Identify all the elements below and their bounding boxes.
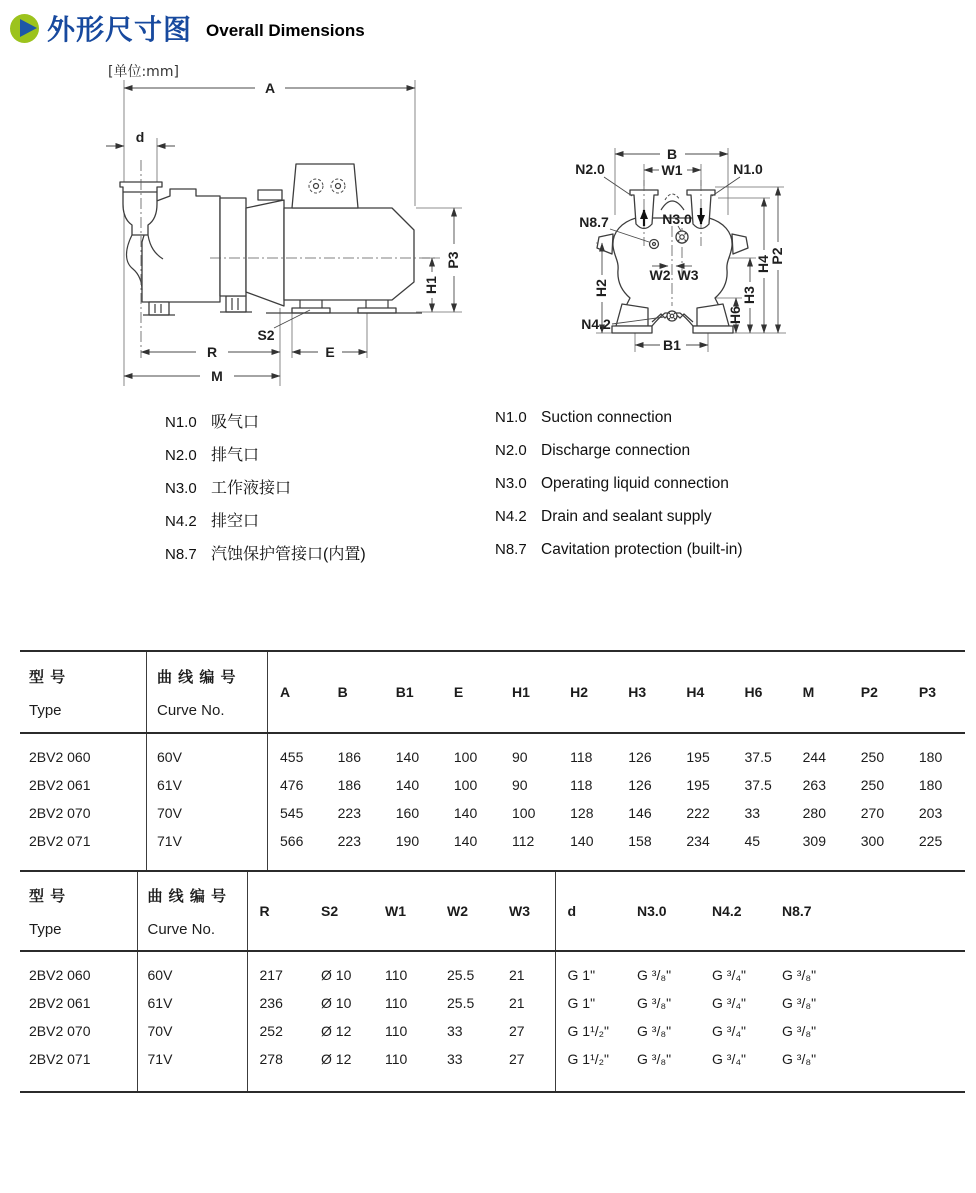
table-row [20, 827, 965, 855]
type-header-en: Type [29, 701, 62, 719]
value-cell: G ³/₈" [637, 1051, 672, 1067]
value-cell: 110 [385, 1051, 408, 1067]
value-cell: 37.5 [744, 749, 772, 765]
label-n4-2: N4.2 [581, 316, 611, 332]
legend-label: Discharge connection [541, 442, 691, 459]
dim-label-h1: H1 [423, 276, 439, 294]
curve-header-zh: 曲 线 编 号 [147, 887, 228, 905]
dim-label-p2: P2 [769, 247, 785, 265]
dimension-tables [20, 650, 965, 1093]
value-cell: 195 [686, 777, 710, 793]
curve-cell: 70V [147, 799, 268, 827]
spacer-row [20, 855, 965, 870]
value-cell: 252 [259, 1023, 283, 1039]
value-cell: 476 [280, 777, 304, 793]
value-cell: 225 [918, 833, 943, 849]
legend-label: Cavitation protection (built-in) [541, 541, 743, 558]
type-cell: 2BV2 061 [20, 771, 147, 799]
legend-code: N8.7 [165, 546, 197, 563]
type-cell: 2BV2 070 [20, 799, 147, 827]
value-cell: 160 [395, 805, 420, 821]
curve-header-cell [137, 871, 247, 951]
label-n8-7: N8.7 [579, 214, 609, 230]
value-cell: 90 [512, 777, 528, 793]
value-cell: 236 [259, 995, 283, 1011]
value-cell: G ³/₄" [712, 1051, 747, 1067]
value-cell: Ø 10 [321, 967, 352, 983]
label-n2-0: N2.0 [575, 161, 605, 177]
table-row [20, 1017, 965, 1045]
dim-label-r: R [206, 344, 218, 360]
dimension-table-1 [20, 650, 965, 870]
value-cell: 263 [802, 777, 826, 793]
bullet-icon [10, 14, 39, 43]
curve-header-cell [147, 651, 268, 733]
value-cell: G ³/₈" [782, 995, 817, 1011]
type-header-en: Type [29, 920, 62, 938]
value-cell: 217 [259, 967, 283, 983]
column-header: W2 [435, 871, 497, 951]
play-triangle-icon [20, 19, 37, 37]
table-header-row [20, 651, 965, 733]
value-cell: 234 [686, 833, 710, 849]
legend-item [495, 475, 743, 508]
value-cell: 126 [628, 777, 652, 793]
legend-code: N3.0 [165, 480, 197, 497]
legend-english [495, 409, 743, 574]
column-header: R [247, 871, 309, 951]
value-cell: 158 [628, 833, 652, 849]
table-header-row [20, 871, 965, 951]
curve-cell: 71V [147, 827, 268, 855]
column-header: W1 [373, 871, 435, 951]
column-header: N4.2 [700, 871, 770, 951]
table-row [20, 1045, 965, 1073]
value-cell: 110 [385, 1023, 408, 1039]
value-cell: 118 [570, 749, 593, 765]
legend-item [165, 508, 366, 541]
legend-label: 吸气口 [211, 414, 260, 431]
value-cell: 100 [512, 805, 536, 821]
table-row [20, 951, 965, 989]
dim-label-b1: B1 [663, 337, 681, 353]
type-header-cell [20, 651, 147, 733]
legend-item [495, 409, 743, 442]
value-cell: 90 [512, 749, 528, 765]
curve-cell: 61V [147, 771, 268, 799]
value-cell: 140 [395, 749, 420, 765]
value-cell: Ø 12 [321, 1023, 352, 1039]
dim-label-b: B [666, 146, 678, 162]
value-cell: 278 [259, 1051, 283, 1067]
legend-label: 汽蚀保护管接口(内置) [211, 546, 366, 563]
column-header: H2 [558, 651, 616, 733]
curve-cell: 60V [147, 733, 268, 771]
value-cell: G ³/₄" [712, 995, 747, 1011]
dim-label-m: M [211, 368, 223, 384]
value-cell: 146 [628, 805, 652, 821]
curve-header-zh: 曲 线 编 号 [157, 668, 237, 686]
curve-cell: 70V [137, 1017, 247, 1045]
column-header: P2 [849, 651, 907, 733]
type-cell: 2BV2 060 [20, 733, 147, 771]
value-cell: 100 [453, 777, 478, 793]
value-cell: 25.5 [447, 967, 475, 983]
legend-code: N1.0 [495, 409, 527, 426]
curve-cell: 61V [137, 989, 247, 1017]
legend-item [495, 442, 743, 475]
value-cell: 140 [395, 777, 420, 793]
value-cell: 126 [628, 749, 652, 765]
legend-item [165, 475, 366, 508]
table-row [20, 799, 965, 827]
value-cell: 250 [860, 777, 885, 793]
legend-label: 排空口 [211, 513, 260, 530]
column-header: E [442, 651, 500, 733]
dim-label-w3: W3 [677, 267, 699, 283]
legend-code: N3.0 [495, 475, 527, 492]
value-cell: Ø 12 [321, 1051, 352, 1067]
pump-front-view-drawing [560, 130, 976, 360]
dim-label-w1: W1 [661, 162, 683, 178]
value-cell: 37.5 [744, 777, 772, 793]
type-header-zh: 型 号 [29, 887, 67, 905]
value-cell: 21 [497, 951, 555, 989]
column-header: H3 [616, 651, 674, 733]
dim-label-d: d [135, 129, 145, 145]
column-header: S2 [309, 871, 373, 951]
value-cell: 300 [860, 833, 885, 849]
value-cell: 140 [453, 805, 478, 821]
column-header: N3.0 [625, 871, 700, 951]
value-cell: 545 [280, 805, 304, 821]
value-cell: 455 [280, 749, 304, 765]
column-header: d [555, 871, 625, 951]
value-cell: 250 [860, 749, 885, 765]
dim-label-w2: W2 [649, 267, 671, 283]
dimension-table-2 [20, 870, 965, 1093]
legend-code: N4.2 [495, 508, 527, 525]
legend-label: 排气口 [211, 447, 260, 464]
value-cell: 27 [497, 1045, 555, 1073]
dim-label-s2: S2 [257, 327, 275, 343]
dim-label-h4: H4 [755, 255, 771, 273]
legend-code: N1.0 [165, 414, 197, 431]
column-header: W3 [497, 871, 555, 951]
legend-item [495, 541, 743, 574]
value-cell: Ø 10 [321, 995, 352, 1011]
table-row [20, 733, 965, 771]
legend-item [495, 508, 743, 541]
dim-label-h2: H2 [593, 279, 609, 297]
dim-label-e: E [325, 344, 335, 360]
legend-label: Operating liquid connection [541, 475, 729, 492]
value-cell: 270 [860, 805, 885, 821]
legend-code: N2.0 [165, 447, 197, 464]
legend-item [165, 541, 366, 574]
value-cell: G ³/₈" [782, 1051, 817, 1067]
value-cell: 223 [337, 805, 361, 821]
type-cell: 2BV2 060 [20, 951, 137, 989]
unit-note: [单位:mm] [108, 64, 179, 80]
type-cell: 2BV2 070 [20, 1017, 137, 1045]
spacer-row [20, 1073, 965, 1092]
value-cell: G 1" [567, 995, 596, 1011]
pump-side-view-drawing [70, 56, 470, 402]
value-cell: 566 [280, 833, 304, 849]
value-cell: 186 [337, 777, 361, 793]
value-cell: 25.5 [447, 995, 475, 1011]
value-cell: 110 [385, 967, 408, 983]
value-cell: G ³/₄" [712, 967, 747, 983]
legend-chinese [165, 409, 366, 574]
column-header: H4 [674, 651, 732, 733]
value-cell: 203 [918, 805, 943, 821]
table-row [20, 989, 965, 1017]
value-cell: 280 [802, 805, 826, 821]
legend-item [165, 442, 366, 475]
value-cell: G 1" [567, 967, 596, 983]
value-cell: 223 [337, 833, 361, 849]
value-cell: 140 [570, 833, 594, 849]
value-cell: 33 [744, 805, 761, 821]
legend-code: N4.2 [165, 513, 197, 530]
value-cell: G ³/₈" [782, 1023, 817, 1039]
type-header-zh: 型 号 [29, 668, 67, 686]
value-cell: G ³/₈" [637, 995, 672, 1011]
column-header: P3 [907, 651, 965, 733]
value-cell: 21 [497, 989, 555, 1017]
column-header: B [326, 651, 384, 733]
value-cell: 128 [570, 805, 594, 821]
column-header: N8.7 [770, 871, 965, 951]
legend-label: Suction connection [541, 409, 672, 426]
value-cell: 33 [447, 1051, 463, 1067]
value-cell: 112 [512, 833, 535, 849]
legend-code: N2.0 [495, 442, 527, 459]
page-title-en: Overall Dimensions [206, 21, 365, 40]
value-cell: 33 [447, 1023, 463, 1039]
column-header: M [791, 651, 849, 733]
value-cell: 100 [453, 749, 478, 765]
type-cell: 2BV2 071 [20, 827, 147, 855]
column-header: B1 [384, 651, 442, 733]
curve-header-en: Curve No. [147, 920, 216, 938]
legend-label: Drain and sealant supply [541, 508, 712, 525]
value-cell: 244 [802, 749, 826, 765]
label-n1-0: N1.0 [733, 161, 763, 177]
value-cell: G 1¹/₂" [567, 1023, 610, 1039]
value-cell: G ³/₈" [637, 967, 672, 983]
value-cell: G 1¹/₂" [567, 1051, 610, 1067]
value-cell: 190 [395, 833, 420, 849]
type-cell: 2BV2 061 [20, 989, 137, 1017]
dim-label-h6: H6 [727, 306, 743, 324]
column-header: H6 [733, 651, 791, 733]
value-cell: 309 [802, 833, 826, 849]
curve-cell: 71V [137, 1045, 247, 1073]
pump-parts [120, 164, 422, 315]
value-cell: 180 [918, 749, 943, 765]
type-cell: 2BV2 071 [20, 1045, 137, 1073]
value-cell: 186 [337, 749, 361, 765]
value-cell: G ³/₈" [782, 967, 817, 983]
curve-header-en: Curve No. [157, 701, 225, 719]
value-cell: 118 [570, 777, 593, 793]
type-header-cell [20, 871, 137, 951]
dim-label-h3: H3 [741, 286, 757, 304]
dim-label-p3: P3 [445, 251, 461, 269]
value-cell: 110 [385, 995, 408, 1011]
value-cell: 195 [686, 749, 710, 765]
value-cell: 222 [686, 805, 710, 821]
curve-cell: 60V [137, 951, 247, 989]
column-header: H1 [500, 651, 558, 733]
value-cell: 27 [497, 1017, 555, 1045]
legend-item [165, 409, 366, 442]
column-header: A [268, 651, 326, 733]
table-row [20, 771, 965, 799]
label-n3-0: N3.0 [662, 211, 692, 227]
page-title-zh: 外形尺寸图 [47, 14, 193, 45]
legend-label: 工作液接口 [211, 480, 292, 497]
value-cell: G ³/₄" [712, 1023, 747, 1039]
legend-code: N8.7 [495, 541, 527, 558]
page-header [10, 8, 365, 48]
value-cell: 45 [744, 833, 761, 849]
value-cell: 140 [453, 833, 478, 849]
value-cell: 180 [918, 777, 943, 793]
value-cell: G ³/₈" [637, 1023, 672, 1039]
dim-label-a: A [264, 80, 276, 96]
